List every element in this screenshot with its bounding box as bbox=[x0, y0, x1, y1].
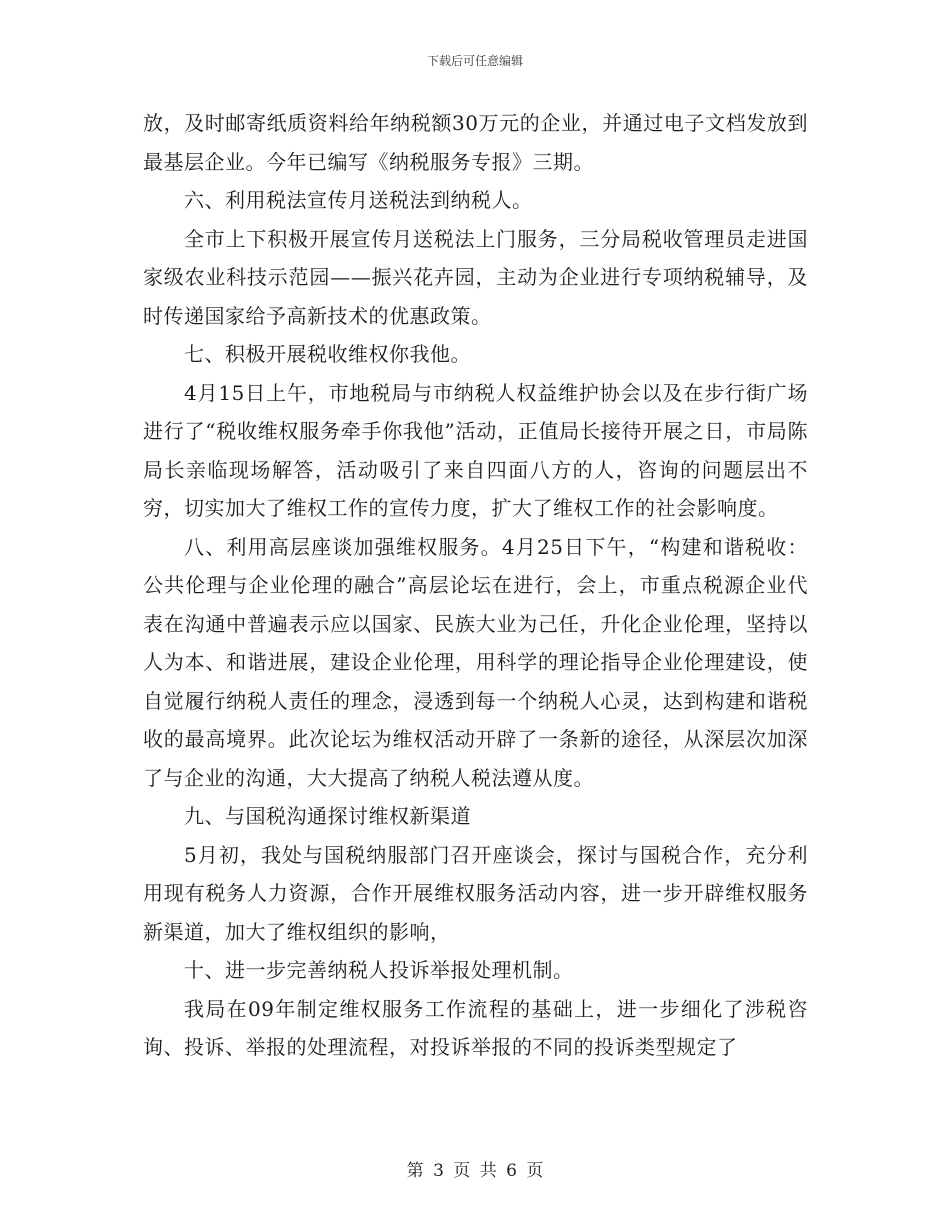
paragraph: 放，及时邮寄纸质资料给年纳税额30万元的企业，并通过电子文档发放到最基层企业。今年已编写《纳税服务专报》三期。 bbox=[143, 111, 808, 174]
section-heading: 九、与国税沟通探讨维权新渠道 bbox=[184, 804, 471, 828]
section-heading: 六、利用税法宣传月送税法到纳税人。 bbox=[184, 188, 533, 212]
paragraph: 4月15日上午，市地税局与市纳税人权益维护协会以及在步行街广场进行了“税收维权服务牵手你我他”活动，正值局长接待开展之日，市局陈局长亲临现场解答，活动吸引了来自四面八方的人，咨询的问题层出不穷，切实加大了维权工作的宣传力度，扩大了维权工作的社会影响度。 bbox=[143, 380, 808, 520]
page-header-note: 下载后可任意编辑 bbox=[426, 54, 523, 68]
document-body bbox=[143, 104, 808, 1067]
paragraph: 全市上下积极开展宣传月送税法上门服务，三分局税收管理员走进国家级农业科技示范园——振兴花卉园，主动为企业进行专项纳税辅导，及时传递国家给予高新技术的优惠政策。 bbox=[143, 226, 808, 328]
section-heading: 十、进一步完善纳税人投诉举报处理机制。 bbox=[184, 958, 574, 982]
page-number-footer: 第 3 页 共 6 页 bbox=[406, 1161, 544, 1181]
paragraph: 我局在09年制定维权服务工作流程的基础上，进一步细化了涉税咨询、投诉、举报的处理流程，对投诉举报的不同的投诉类型规定了 bbox=[143, 996, 808, 1059]
section-heading: 七、积极开展税收维权你我他。 bbox=[184, 342, 471, 366]
paragraph: 八、利用高层座谈加强维权服务。4月25日下午，“构建和谐税收：公共伦理与企业伦理的融合”高层论坛在进行，会上，市重点税源企业代表在沟通中普遍表示应以国家、民族大业为己任，升化企业伦理，坚持以人为本、和谐进展，建设企业伦理，用科学的理论指导企业伦理建设，使自觉履行纳税人责任的理念，浸透到每一个纳税人心灵，达到构建和谐税收的最高境界。此次论坛为维权活动开辟了一条新的途径，从深层次加深了与企业的沟通，大大提高了纳税人税法遵从度。 bbox=[143, 534, 808, 790]
paragraph: 5月初，我处与国税纳服部门召开座谈会，探讨与国税合作，充分利用现有税务人力资源，合作开展维权服务活动内容，进一步开辟维权服务新渠道，加大了维权组织的影响， bbox=[143, 842, 808, 944]
